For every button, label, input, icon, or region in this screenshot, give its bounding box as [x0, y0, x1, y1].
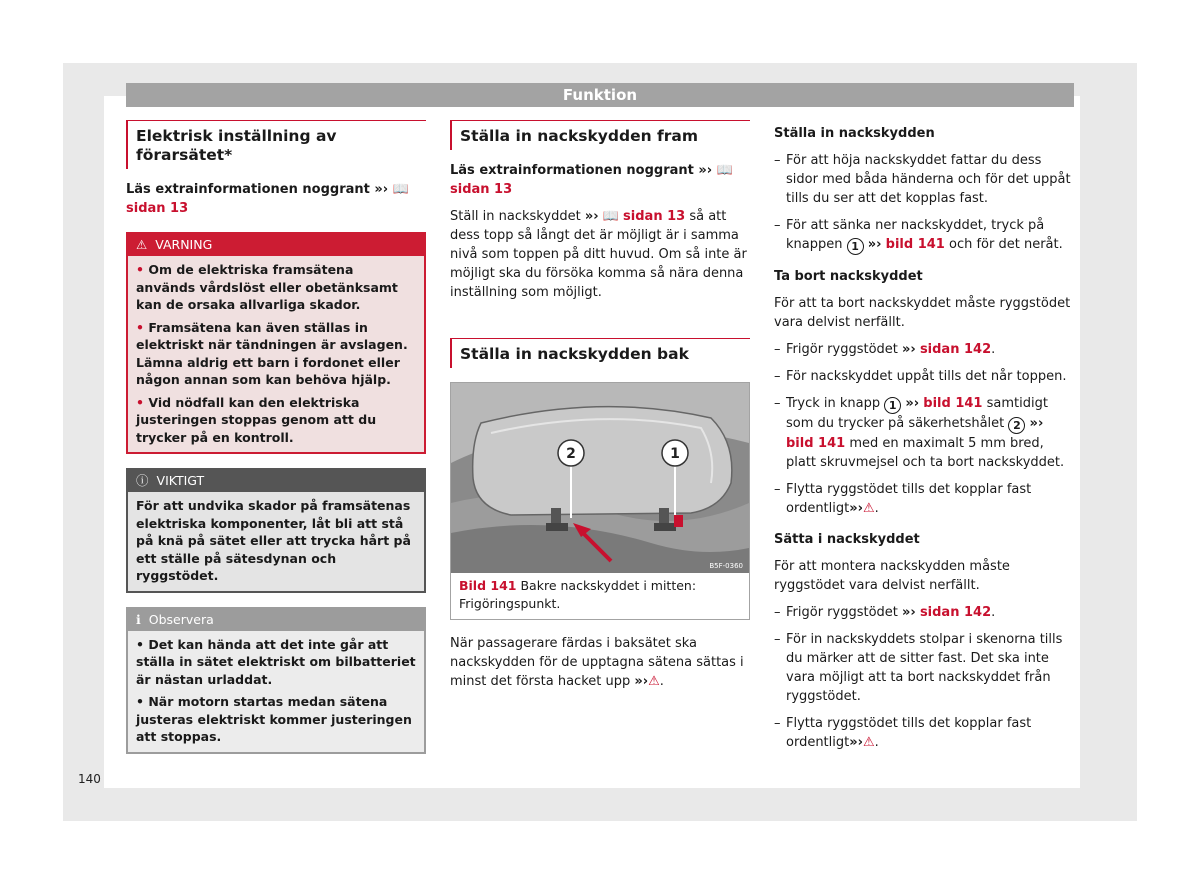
subhead-adjust: Ställa in nackskydden	[774, 126, 935, 141]
note-item-text: När motorn startas medan sätena justeras elektriskt kommer justeringen att stoppas.	[136, 694, 412, 744]
page-reference-link[interactable]: sidan 142	[919, 605, 992, 620]
note-body	[128, 631, 424, 752]
step-item	[774, 216, 1074, 255]
callout-2: 2	[566, 446, 576, 462]
install-paragraph: För att montera nackskydden måste ryggstödet vara delvist nerfällt.	[774, 559, 1010, 593]
read-info-text: Läs extrainformationen noggrant	[126, 182, 370, 197]
step-text: För att sänka ner nackskyddet, tryck på knappen	[786, 218, 1045, 252]
bullet-icon: •	[136, 262, 144, 277]
figure-label: Bild 141	[459, 578, 517, 593]
warning-item	[136, 394, 416, 447]
bullet-icon: •	[136, 394, 144, 410]
chevrons-icon: »›	[698, 163, 717, 178]
info-icon: ℹ	[136, 611, 141, 627]
step-item: – Flytta ryggstödet tills det kopplar fast ordentligt»›⚠.	[774, 714, 1074, 752]
chapter-header: Funktion	[126, 83, 1074, 107]
important-label: VIKTIGT	[156, 473, 205, 488]
figure-141	[450, 382, 750, 620]
note-item-text: Det kan hända att det inte går att ställa in sätet elektriskt om bilbatteriet är nästan urladdat.	[136, 636, 416, 687]
step-text: med en maximalt 5 mm bred, platt skruvmejsel och ta bort nackskyddet.	[786, 436, 1065, 470]
book-reference-icon: 📖	[392, 182, 409, 197]
paragraph-text: så att dess topp så långt det är möjligt är i samma nivå som toppen på ditt huvud. Om så inte är möjligt ska du försöka komma så nära denna inställning som möjligt.	[450, 209, 747, 300]
bullet-icon: •	[136, 319, 144, 335]
page-reference-link[interactable]: sidan 13	[623, 209, 686, 224]
book-reference-icon: 📖	[716, 163, 733, 178]
page-number: 140	[78, 772, 101, 786]
step-text: Tryck in knapp	[786, 396, 881, 411]
chevrons-icon: »›	[902, 342, 916, 357]
step-item	[774, 630, 1074, 706]
page-reference-link[interactable]: sidan 142	[919, 342, 992, 357]
step-item: – Frigör ryggstödet »› sidan 142.	[774, 340, 1074, 359]
important-body	[128, 492, 424, 591]
chevrons-icon: »›	[374, 182, 393, 197]
callout-number: 1	[847, 238, 864, 255]
step-text: samtidigt som du trycker på säkerhetshålet	[786, 396, 1048, 431]
book-reference-icon: 📖	[602, 209, 619, 224]
paragraph-text: När passagerare färdas i baksätet ska nackskydden för de upptagna sätena sättas i minst det första hacket upp	[450, 636, 744, 689]
chevrons-icon: »›	[849, 735, 863, 750]
chevrons-icon: »›	[849, 501, 863, 516]
warning-triangle-icon: ⚠	[136, 237, 148, 252]
step-text: För in nackskyddets stolpar i skenorna tills du märker att de sitter fast. Det ska inte vara möjligt att ta bort nackskyddet från ryggstödet.	[786, 632, 1063, 704]
column-right	[774, 120, 1074, 752]
front-headrest-paragraph	[450, 207, 750, 302]
step-text: För att höja nackskyddet fattar du dess sidor med båda händerna och för det uppåt tills du ser att det kopplas fast.	[786, 153, 1071, 206]
warning-header	[128, 234, 424, 256]
warning-triangle-icon[interactable]: ⚠	[863, 735, 875, 750]
figure-reference-link[interactable]: bild 141	[923, 396, 983, 411]
chevrons-icon: »›	[905, 396, 920, 411]
note-label: Observera	[148, 611, 214, 627]
step-text: Flytta ryggstödet tills det kopplar fast ordentligt	[786, 482, 1032, 516]
figure-caption-text: Bakre nackskyddet i mitten: Frigöringspunkt.	[459, 578, 697, 611]
read-info-text: Läs extrainformationen noggrant	[450, 163, 694, 178]
warning-triangle-icon[interactable]: ⚠	[863, 501, 875, 516]
subhead-install: Sätta i nackskyddet	[774, 532, 920, 547]
figure-caption	[451, 573, 749, 619]
headrest-illustration	[451, 383, 749, 573]
step-item	[774, 394, 1074, 472]
warning-item	[136, 319, 416, 389]
figure-reference-link[interactable]: bild 141	[885, 237, 945, 252]
figure-reference-link[interactable]: bild 141	[786, 436, 846, 451]
callout-1: 1	[670, 446, 680, 462]
note-item: • Det kan hända att det inte går att ställa in sätet elektriskt om bilbatteriet är nästan urladdat.	[136, 636, 416, 687]
chevrons-icon: »›	[634, 674, 649, 689]
step-item	[774, 151, 1074, 208]
section-title-front-headrest: Ställa in nackskydden fram	[450, 120, 750, 150]
read-info-paragraph	[450, 161, 750, 199]
chevrons-icon: »›	[902, 605, 916, 620]
chevrons-icon: »›	[1029, 416, 1044, 431]
warning-item-text: Om de elektriska framsätena används vårdslöst eller obetänksamt kan de orsaka allvarliga skador.	[136, 262, 398, 312]
read-info-paragraph	[126, 180, 426, 218]
warning-item-text: Framsätena kan även ställas in elektriskt när tändningen är avslagen. Lämna aldrig ett barn i fordonet eller någon annan som kan behöva hjälp.	[136, 319, 408, 387]
callout-number: 1	[884, 397, 901, 414]
page-reference-link[interactable]: sidan 13	[450, 182, 513, 197]
important-text: För att undvika skador på framsätenas elektriska komponenter, låt bli att stå på knä på sätet eller att trycka hårt på ett ställe på sätesdynan och ryggstödet.	[136, 498, 411, 583]
page-reference-link[interactable]: sidan 13	[126, 201, 189, 216]
note-item: • När motorn startas medan sätena justeras elektriskt kommer justeringen att stoppas.	[136, 694, 412, 744]
step-item: – Flytta ryggstödet tills det kopplar fast ordentligt»›⚠.	[774, 480, 1074, 518]
exclamation-circle-icon: ⓘ	[136, 473, 149, 488]
paragraph-text: Ställ in nackskyddet	[450, 209, 581, 224]
callout-number: 2	[1008, 417, 1025, 434]
step-item: – Frigör ryggstödet »› sidan 142.	[774, 603, 1074, 622]
column-left	[126, 120, 426, 754]
chevrons-icon: »›	[584, 209, 599, 224]
remove-paragraph: För att ta bort nackskyddet måste ryggstödet vara delvist nerfällt.	[774, 296, 1071, 330]
warning-label: VARNING	[155, 237, 213, 252]
section-title-rear-headrest: Ställa in nackskydden bak	[450, 338, 750, 368]
column-middle	[450, 120, 750, 691]
chevrons-icon: »›	[867, 237, 882, 252]
warning-triangle-icon[interactable]: ⚠	[648, 674, 660, 689]
step-text: Flytta ryggstödet tills det kopplar fast ordentligt	[786, 716, 1032, 750]
rear-headrest-paragraph: När passagerare färdas i baksätet ska nackskydden för de upptagna sätena sättas i minst det första hacket upp »›⚠.	[450, 636, 744, 689]
warning-box	[126, 232, 426, 454]
figure-code: B5F-0360	[709, 562, 743, 570]
note-box	[126, 607, 426, 754]
warning-body	[128, 256, 424, 452]
step-text: Frigör ryggstödet	[786, 342, 898, 357]
warning-item-text: Vid nödfall kan den elektriska justeringen stoppas genom att du trycker på en kontroll.	[136, 394, 377, 445]
important-header	[128, 470, 424, 492]
subhead-remove: Ta bort nackskyddet	[774, 269, 923, 284]
step-text: och för det neråt.	[949, 237, 1063, 252]
note-header	[128, 609, 424, 631]
important-box	[126, 468, 426, 593]
section-title-electric-seat: Elektrisk inställning av förarsätet*	[126, 120, 426, 169]
step-item	[774, 367, 1074, 386]
step-text: Frigör ryggstödet	[786, 605, 898, 620]
step-text: För nackskyddet uppåt tills det når toppen.	[786, 369, 1067, 384]
warning-item	[136, 261, 416, 314]
